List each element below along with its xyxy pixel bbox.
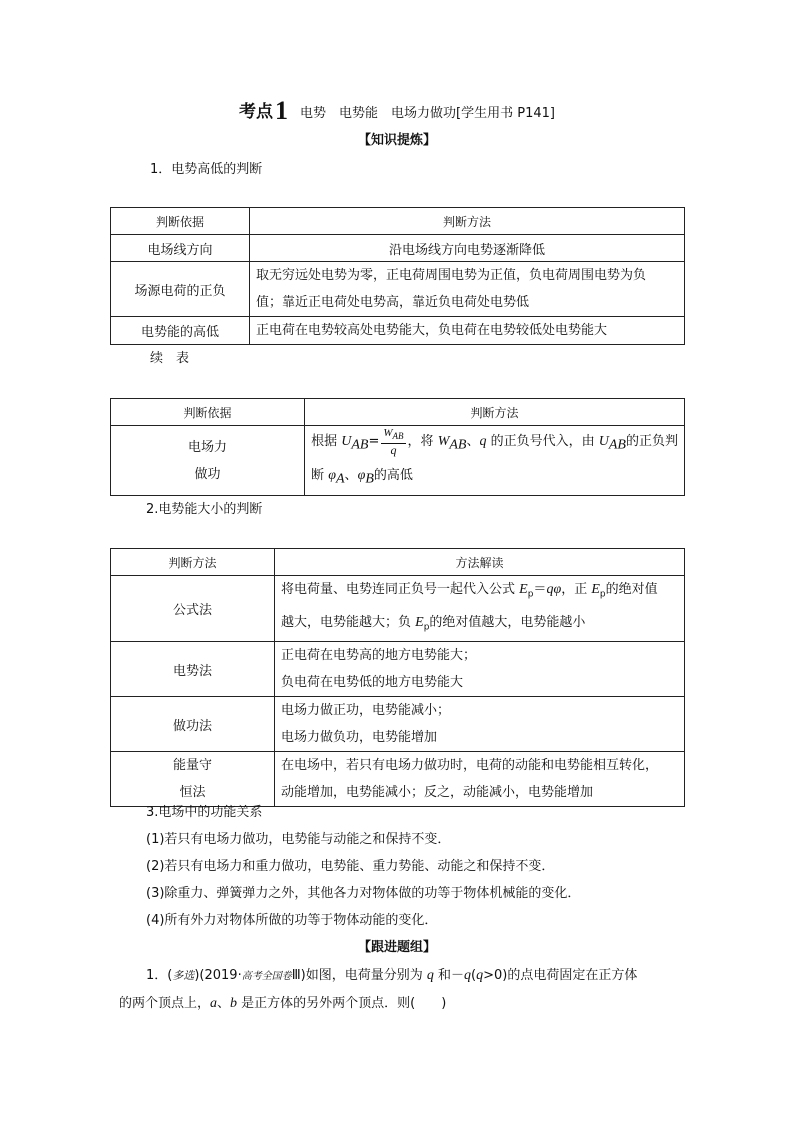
continued-label: 续 表 [150, 351, 190, 366]
symbol-U: U [341, 433, 352, 449]
method-line: 在电场中，若只有电场力做功时，电荷的动能和电势能相互转化， [281, 758, 659, 774]
method-cell [275, 576, 685, 642]
basis-line: 电场力 [188, 439, 228, 455]
question-tag: 多选 [172, 969, 195, 982]
text: 、 [344, 467, 358, 483]
subscript: AB [608, 437, 626, 453]
text: 的正负号代入，由 [486, 433, 599, 449]
symbol-phi: φ [357, 467, 366, 483]
basis-line: 能量守 [172, 758, 212, 774]
subscript: AB [449, 437, 467, 453]
symbol-E: E [415, 614, 424, 630]
subscript: A [335, 471, 345, 487]
method-line: 电场力做负功，电势能增加 [281, 730, 438, 746]
subscript: AB [392, 431, 404, 442]
list-item: (1)若只有电场力做功，电势能与动能之和保持不变． [146, 832, 451, 847]
symbol-q: q [390, 442, 397, 457]
method-line [311, 461, 678, 495]
list-item: (3)除重力、弹簧弹力之外，其他各力对物体做的功等于物体机械能的变化． [146, 886, 581, 901]
table-row [111, 262, 685, 317]
symbol-W: W [437, 433, 450, 449]
text: Ⅲ)如图，电荷量分别为 [291, 968, 427, 983]
table-header-row [111, 399, 685, 426]
method-line: 正电荷在电势高的地方电势能大； [281, 648, 477, 664]
symbol-E: E [519, 582, 528, 597]
kaodian-label: 考点 [239, 102, 274, 122]
table-row [111, 235, 685, 262]
symbol-q: q [426, 968, 434, 983]
symbol-q: q [464, 968, 472, 983]
method-line: 值；靠近正电荷处电势高，靠近负电荷处电势低 [256, 295, 530, 310]
header-cell: 判断方法 [250, 208, 685, 235]
basis-cell [111, 752, 275, 807]
symbol-E: E [591, 582, 600, 597]
method-cell: 沿电场线方向电势逐渐降低 [250, 235, 685, 262]
method-cell [275, 697, 685, 752]
basis-cell: 电场线方向 [111, 235, 250, 262]
symbol-q: q [479, 433, 487, 449]
basis-line: 做功 [194, 466, 221, 482]
text: 越大，电势能越大；负 [281, 614, 416, 630]
question-line-2 [119, 992, 446, 1012]
basis-line: 恒法 [179, 785, 206, 801]
text: 和－ [433, 968, 465, 983]
potential-table [110, 207, 685, 345]
basis-cell: 场源电荷的正负 [111, 262, 250, 317]
method-line [281, 576, 678, 609]
list-item: (2)若只有电场力和重力做功，电势能、重力势能、动能之和保持不变． [146, 859, 555, 874]
symbol-U: U [598, 433, 609, 449]
method-cell [275, 752, 685, 807]
subscript: p [423, 622, 430, 633]
text: ＝ [533, 582, 547, 597]
basis-cell: 电势法 [111, 642, 275, 697]
header-cell: 判断方法 [111, 549, 275, 576]
table-header-row [111, 549, 685, 576]
symbol-b: b [230, 996, 238, 1011]
subscript: p [527, 589, 534, 600]
method-cell [305, 426, 685, 496]
symbol-a: a [210, 996, 218, 1011]
text: 根据 [311, 433, 342, 449]
followup-heading: 【跟进题组】 [357, 940, 436, 955]
table-row [111, 426, 685, 496]
table-row [111, 576, 685, 642]
basis-cell [111, 426, 305, 496]
knowledge-heading: 【知识提炼】 [357, 133, 436, 148]
title-topics: 电势 电势能 电场力做功[学生用书 P141] [300, 106, 555, 121]
basis-cell: 电势能的高低 [111, 317, 250, 345]
text: 的绝对值 [605, 582, 658, 597]
method-cell [275, 642, 685, 697]
text: 的高低 [373, 467, 413, 483]
subscript: p [599, 589, 606, 600]
text: ，正 [561, 582, 592, 597]
symbol-W: W [383, 427, 393, 440]
question-source: 高考全国卷 [241, 971, 292, 982]
subscript: B [365, 471, 374, 487]
symbol-q: q [476, 968, 484, 983]
table-row [111, 642, 685, 697]
potential-table-continued [110, 398, 685, 496]
kaodian-number: 1 [275, 96, 289, 125]
section2-title: 2.电势能大小的判断 [146, 502, 263, 517]
text: 断 [311, 467, 329, 483]
method-line [281, 609, 678, 642]
method-line: 电场力做正功，电势能减小； [281, 703, 451, 719]
method-line [311, 427, 678, 461]
text: )(2019· [194, 968, 242, 983]
header-cell: 判断方法 [305, 399, 685, 426]
question-line-1 [146, 964, 637, 984]
list-item: (4)所有外力对物体所做的功等于物体动能的变化． [146, 913, 438, 928]
page-title [0, 96, 794, 126]
text: 的正负判 [625, 433, 678, 449]
method-cell: 正电荷在电势较高处电势能大，负电荷在电势较低处电势能大 [250, 317, 685, 345]
text: 、 [217, 996, 231, 1011]
method-cell [250, 262, 685, 317]
text: 的两个顶点上， [119, 996, 211, 1011]
symbol-phi: φ [328, 467, 336, 483]
method-line: 取无穷远处电势为零，正电荷周围电势为正值，负电荷周围电势为负 [256, 268, 647, 283]
text: ( [471, 968, 477, 983]
text: >0)的点电荷固定在正方体 [483, 968, 638, 983]
fraction [381, 427, 405, 455]
section1-title: 1．电势高低的判断 [150, 162, 263, 177]
text: 的绝对值越大，电势能越小 [429, 614, 586, 630]
text: 1．( [146, 968, 173, 983]
table-row [111, 317, 685, 345]
table-row [111, 697, 685, 752]
basis-cell: 做功法 [111, 697, 275, 752]
section3-title: 3.电场中的功能关系 [146, 805, 263, 820]
method-line: 负电荷在电势低的地方电势能大 [281, 675, 464, 691]
text: 、 [466, 433, 480, 449]
method-line: 动能增加，电势能减小；反之，动能减小，电势能增加 [281, 785, 594, 801]
text: = [368, 433, 380, 449]
text: ，将 [407, 433, 438, 449]
header-cell: 判断依据 [111, 208, 250, 235]
subscript: AB [351, 437, 369, 453]
header-cell: 判断依据 [111, 399, 305, 426]
text: 将电荷量、电势连同正负号一起代入公式 [281, 582, 520, 597]
symbol-q-phi: qφ [546, 582, 562, 597]
basis-cell: 公式法 [111, 576, 275, 642]
text: 是正方体的另外两个顶点．则( ) [237, 996, 447, 1011]
energy-table [110, 548, 685, 807]
table-header-row [111, 208, 685, 235]
header-cell: 方法解读 [275, 549, 685, 576]
table-row [111, 752, 685, 807]
